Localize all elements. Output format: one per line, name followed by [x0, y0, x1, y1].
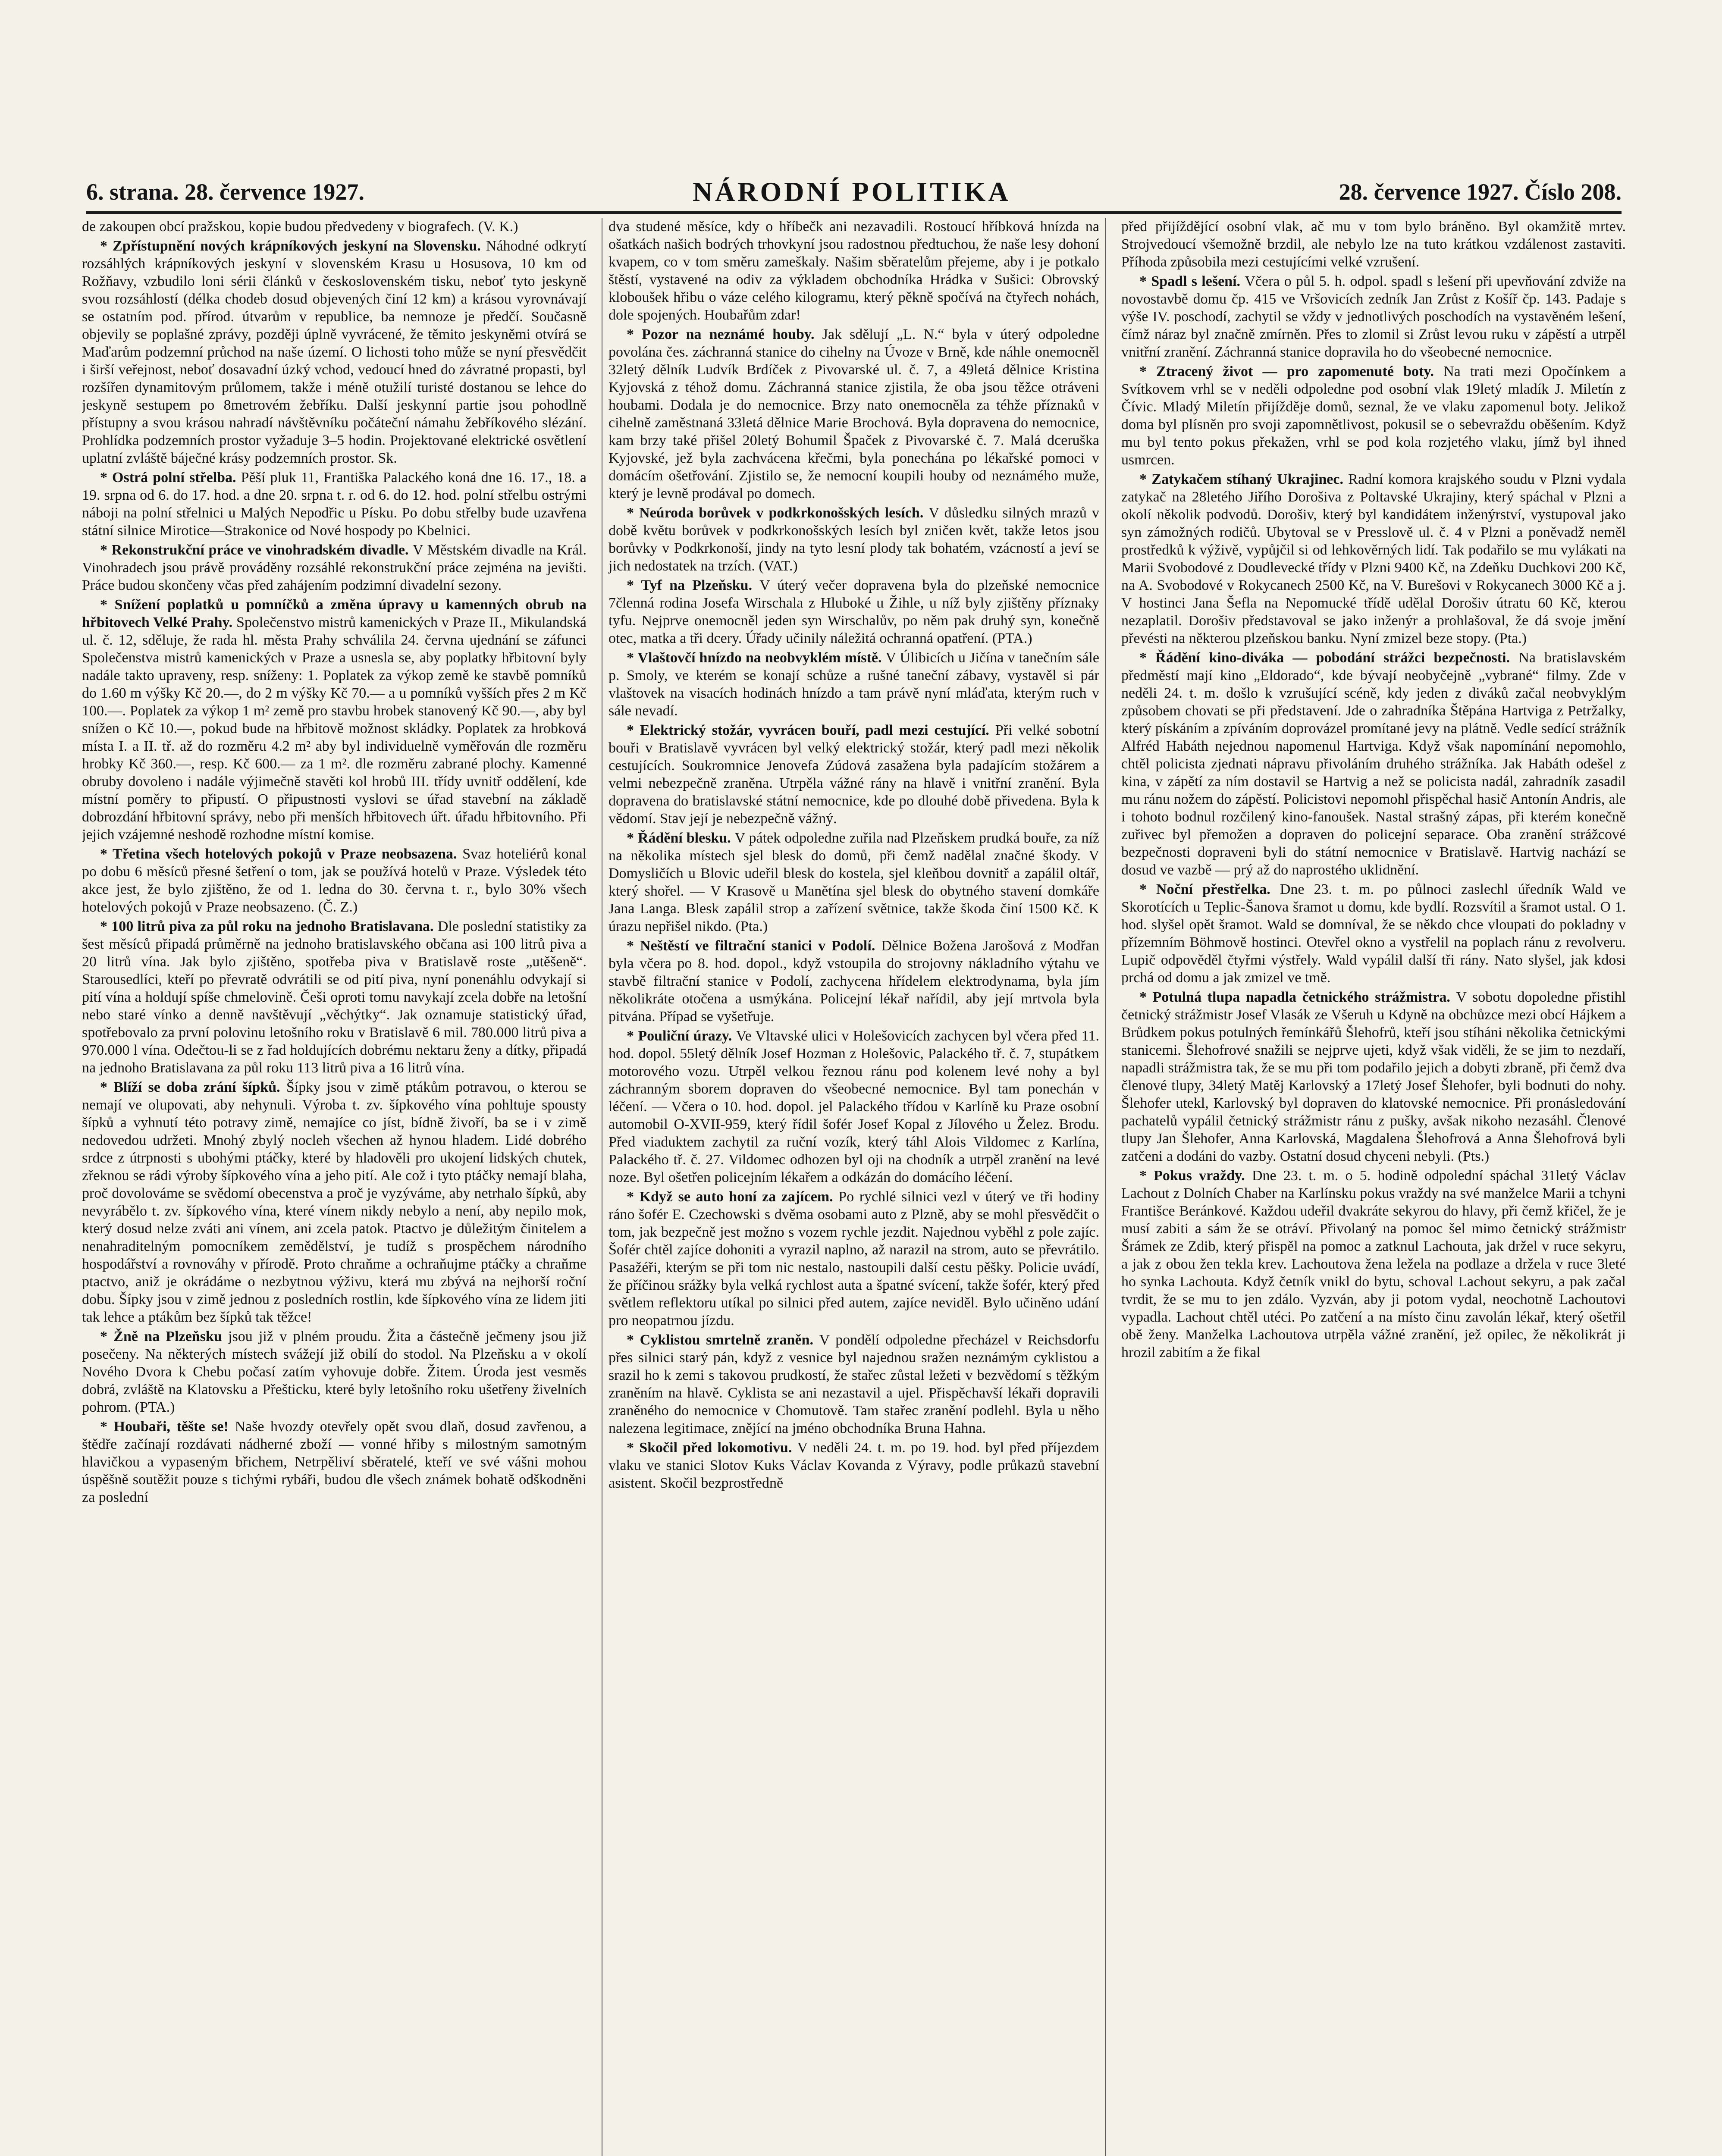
masthead — [86, 172, 1622, 214]
news-item — [82, 1418, 587, 1506]
news-item — [609, 218, 1099, 324]
news-headline: * Tyf na Plzeňsku. — [627, 577, 760, 593]
news-item — [1121, 649, 1626, 879]
news-headline: * Blíží se doba zrání šípků. — [100, 1079, 286, 1095]
news-item — [609, 326, 1099, 502]
news-headline: * Pozor na neznámé houby. — [627, 326, 822, 342]
news-item — [609, 937, 1099, 1025]
news-headline: * 100 litrů piva za půl roku na jednoho Bratislavana. — [100, 918, 438, 934]
news-body: Šípky jsou v zimě ptákům potravou, o kterou se nemají ve olupovati, aby nehynuli. Výroba t. zv. šípkového vína pohltuje spousty šípků a vyhnutí této potravy zimě, nemajíce co jíst, bídně živoří, ba se i v zimě nedovedou udržeti. Mnohý zbylý nocleh všechen až hynou hladem. Lidé dobrého srdce z útrpnosti s ubohými ptáčky, které by hladověli pro ukojení lidských chutek, zřeknou se rádi výroby šípkového vína a jeho pití. Ale což i tyto ptáčky nemají blaha, proč dovolováme se svědomí obecenstva a proč je vyzýváme, aby netrhalo šípků, aby nevyrábělo t. zv. šípkového vína, které vínem nikdy nebylo a není, aby nepilo mok, který dosud nelze zváti ani vínem, ani zcela patok. Ptactvo je důležitým činitelem a nenahraditelným pomocníkem zemědělství, je tudíž s prospěchem národního hospodářství a rovnováhy v přírodě. Proto chraňme a ochraňujme ptáčky a chraňme ptactvo, aniž je okrádáme o nezbytnou výživu, která mu zbývá na nejhorší roční dobu. Šípky jsou v zimě jednou z posledních rostlin, kde šípkového vína ze lidem jiti tak lehce a ptákům bez šípků tak těžce! — [82, 1079, 587, 1325]
news-headline: * Když se auto honí za zajícem. — [627, 1189, 839, 1205]
news-headline: * Skočil před lokomotivu. — [627, 1440, 797, 1456]
news-item — [82, 845, 587, 916]
news-headline: * Elektrický stožár, vyvrácen bouří, padl mezi cestující. — [627, 722, 995, 738]
news-body: V pátek odpoledne zuřila nad Plzeňskem prudká bouře, za níž na několika místech sjel blesk do domů, při čemž nadělal značné škody. V Domysličích u Blovic udeřil blesk do kostela, sjel kleňbou dovnitř a zapálil oltář, který shořel. — V Krasově u Manětína sjel blesk do obytného stavení domkáře Jana Langa. Blesk zapálil strop a zařízení světnice, takže škoda činí 1500 Kč. K úrazu nepřišel nikdo. (Pta.) — [609, 830, 1099, 934]
news-headline: * Spadl s lešení. — [1139, 273, 1245, 289]
news-headline: * Pokus vraždy. — [1139, 1168, 1252, 1184]
news-headline: * Zpřístupnění nových krápníkových jeskyní na Slovensku. — [100, 238, 486, 254]
article-columns — [82, 218, 1626, 2156]
news-item — [1121, 881, 1626, 987]
column-3 — [1121, 218, 1626, 2156]
column-2 — [602, 218, 1106, 2156]
news-item — [82, 237, 587, 467]
news-item — [609, 649, 1099, 720]
news-headline: * Vlaštovčí hnízdo na neobvyklém místě. — [627, 650, 886, 666]
news-headline: * Pouliční úrazy. — [627, 1028, 736, 1044]
news-body: Radní komora krajského soudu v Plzni vydala zatykač na 28letého Jiřího Dorošiva z Poltavské Ukrajiny, který spáchal v Plzni a okolí několik podvodů. Dorošiv, který byl kandidátem inženýrství, vystupoval jako syn zámožných rodičů. Ubytoval se v Presslově ul. č. 4 v Plzni a poněvadž neměl prostředků k výživě, vypůjčil si od lehkověrných lidí. Tak podařilo se mu vylákati na Marii Svobodové z Doudlevecké třídy v Plzni 9400 Kč, na Zdeňku Duchkovi 200 Kč, na A. Svobodové v Rokycanech 2500 Kč, na V. Burešovi v Rokycanech 3000 Kč a j. V hostinci Jana Šefla na Nepomucké třídě udělal Dorošiv útratu 60 Kč, kterou nezaplatil. Dorošiv představoval se jako inženýr a prohlašoval, že dá svoje jmění převésti na některou plzeňskou banku. Nyní zmizel beze stopy. (Pta.) — [1121, 471, 1626, 646]
news-body: dva studené měsíce, kdy o hříbečk ani nezavadili. Rostoucí hříbková hnízda na ošatkách našich bodrých trhovkyní jsou radostnou předtuchou, že naše lesy dohoní kvapem, co v tom směru zameškaly. Našim sběratelům přejeme, aby i je potkalo štěstí, vystavené na odiv za výkladem obchodníka Hrádka v Sušici: Obrovský kloboušek hřibu o váze celého kilogramu, který pěkně spočívá na čtyřech nohách, dole spojených. Houbařům zdar! — [609, 219, 1099, 323]
news-body: Dne 23. t. m. po půlnoci zaslechl úředník Wald ve Skorotících u Teplic-Šanova šramot u domu, kde bydlí. Rozsvítil a šramot ustal. O 1. hod. slyšel opět šramot. Wald se domníval, že se někdo chce vloupati do pokladny v přízemním Böhmově hostinci. Otevřel okno a vystřelil na poplach ránu z revolveru. Lupič odpověděl čtyřmi výstřely. Wald vypálil další tři rány. Nato slyšel, jak kdosi prchá od domu a jak zmizel ve tmě. — [1121, 881, 1626, 986]
news-headline: * Ztracený život — pro zapomenuté boty. — [1139, 364, 1444, 379]
news-item — [82, 1078, 587, 1326]
news-body: před přijíždějící osobní vlak, ač mu v tom bylo bráněno. Byl okamžitě mrtev. Strojvedoucí všemožně brzdil, ale nebylo lze na tuto krátkou vzdálenost zastaviti. Příhoda způsobila mezi cestujícími velké vzrušení. — [1121, 219, 1626, 270]
news-body: Na trati mezi Opočínkem a Svítkovem vrhl se v neděli odpoledne pod osobní vlak 19letý mladík J. Miletín z Čívic. Mladý Miletín přijížděje domů, seznal, že ve vlaku zapomenul boty. Jelikož doma byl plísněn pro svoji zapomnětlivost, pokusil se o sebevraždu oběšením. Když mu byl tento pokus překažen, vrhl se pod kola rozjetého vlaku, jímž byl ihned usmrcen. — [1121, 364, 1626, 468]
news-item — [609, 721, 1099, 827]
news-body: Svaz hoteliérů konal po dobu 6 měsíců přesné šetření o tom, jak se používá hotelů v Praze. Výsledek této akce jest, že bylo zjištěno, že od 1. ledna do 30. června t. r., bylo 30% všech hotelových pokojů v Praze neobsazeno. (Č. Z.) — [82, 846, 587, 915]
news-item — [82, 469, 587, 539]
news-body: Při velké sobotní bouři v Bratislavě vyvrácen byl velký elektrický stožár, který padl mezi několik cestujících. Soukromnice Jenovefa Zúdová zasažena byla padajícím stožárem a velmi nebezpečně zraněna. Utrpěla vážné rány na hlavě i vnitřní zranění. Byla dopravena do bratislavské státní nemocnice, kde po dlouhé době přivedena. Byla k vědomí. Stav její je nebezpečně vážný. — [609, 722, 1099, 827]
news-body: Včera o půl 5. h. odpol. spadl s lešení při upevňování zdviže na novostavbě domu čp. 415 ve Vršovicích zedník Jan Zrůst z Košíř čp. 143. Padaje s výše IV. poschodí, zachytil se vždy v jednotlivých poschodích na vystavěném lešení, čímž náraz byl značně zmírněn. Přes to zlomil si Zrůst levou ruku v zápěstí a utrpěl vnitřní zranění. Záchranná stanice dopravila ho do všeobecné nemocnice. — [1121, 273, 1626, 360]
newspaper-title: NÁRODNÍ POLITIKA — [692, 176, 1011, 207]
news-body: V neděli 24. t. m. po 19. hod. byl před příjezdem vlaku ve stanici Slotov Kuks Václav Kovanda z Výravy, podle průkazů stavební asistent. Skočil bezprostředně — [609, 1440, 1099, 1491]
news-item — [82, 541, 587, 594]
news-item — [82, 918, 587, 1077]
news-headline: * Potulná tlupa napadla četnického strážmistra. — [1139, 989, 1456, 1005]
news-headline: * Řádění kino-diváka — pobodání strážci bezpečnosti. — [1139, 650, 1519, 666]
news-body: V důsledku silných mrazů v době květu borůvek v podkrkonošských lesích byl zničen květ, takže letos jsou borůvky v Podkrkonoší, jindy na tyto lesní plody tak bohatém, vzácností a jeví se jich nedostatek na trzích. (VAT.) — [609, 505, 1100, 574]
news-body: Po rychlé silnici vezl v úterý ve tři hodiny ráno šofér E. Czechowski s dvěma osobami auto z Plzně, aby se mohl přesvědčit o tom, jak bezpečně jest možno s vozem rychle jezdit. Najednou vyběhl z pole zajíc. Šofér chtěl zajíce dohoniti a vyrazil naplno, až narazil na strom, auto se převrátilo. Pasažéři, kterým se při tom nic nestalo, nastoupili další cestu pěšky. Policie uvádí, že příčinou srážky byla velká rychlost auta a špatné svícení, takže šofér, který před světlem reflektoru utíkal po silnici před autem, zajíce neviděl. Bylo učiněno udání pro neopatrnou jízdu. — [609, 1189, 1099, 1329]
news-item — [609, 1188, 1099, 1329]
news-body: V sobotu dopoledne přistihl četnický strážmistr Josef Vlasák ze Všeruh u Kdyně na obchůzce mezi obcí Hájkem a Brůdkem pokus potulných řemínkářů Šlehofrů, kteří jsou stíháni několika četnickými stanicemi. Šlehofrové snažili se nejprve ujeti, když však viděli, že se jim to nezdaří, napadli strážmistra tak, že se mu při tom podařilo jejich a dobyti zbraně, při čemž dva členové tlupy, 34letý Matěj Karlovský a 17letý Josef Šlehofer, byli bodnuti do nohy. Šlehofer utekl, Karlovský byl dopraven do klatovské nemocnice. Při pronásledování pachatelů vypálil četnický strážmistr ránu z pušky, avšak nikoho nezasáhl. Členové tlupy Jan Šlehofer, Anna Karlovská, Magdalena Šlehofrová a Anna Šlehofrová byli zatčeni a dodáni do vazby. Ostatní dosud chyceni nebyli. (Pts.) — [1121, 989, 1626, 1164]
news-item — [1121, 470, 1626, 647]
page-date-right: 28. července 1927. Číslo 208. — [1339, 179, 1622, 205]
news-item — [1121, 1167, 1626, 1361]
news-body: V úterý večer dopravena byla do plzeňské nemocnice 7členná rodina Josefa Wirschala z Hluboké u Žihle, u níž byly zjištěny příznaky tyfu. Nejprve onemocněl jeden syn Wirschalův, po něm pak druhý syn, konečně otec, matka a tři dcery. Úřady učinily náležitá ochranná opatření. (PTA.) — [609, 577, 1099, 646]
news-headline: * Zatykačem stíhaný Ukrajinec. — [1139, 471, 1349, 487]
news-item — [82, 1328, 587, 1416]
news-body: Dělnice Božena Jarošová z Modřan byla včera po 8. hod. dopol., když vstoupila do strojovny nákladního výtahu ve stavbě filtrační stanice v Podolí, zachycena hřídelem elektrodynama, byla jím několikráte otočena a usmýkána. Policejní lékař nařídil, aby její mrtvola byla pitvána. Případ se vyšetřuje. — [609, 938, 1099, 1025]
news-body: Jak sdělují „L. N.“ byla v úterý odpoledne povolána čes. záchranná stanice do cihelny na Úvoze v Brně, kde náhle onemocněl 32letý dělník Ludvík Brdíček z Pivovarské ul. č. 7, a 49letá dělnice Kristina Kyjovská z téhož domu. Záchranná stanice zjistila, že oba jsou těžce otráveni houbami. Dodala je do nemocnice. Brzy nato onemocněla za téhže příznaků v cihelně zaměstnaná 33letá dělnice Marie Brochová. Byla dopravena do nemocnice, kam brzy také přišel 20letý Bohumil Špaček z Pivovarské č. 7. Malá dceruška Kyjovské, jež byla zachvácena křečmi, byla ponechána po lékařské pomoci v domácím ošetřování. Zjistilo se, že nemocní koupili houby od neznámého muže, který je levně prodával po domech. — [609, 326, 1099, 501]
news-headline: * Řádění blesku. — [627, 830, 735, 846]
news-item — [1121, 218, 1626, 271]
news-headline: * Noční přestřelka. — [1139, 881, 1280, 897]
news-body: Na bratislavském předměstí mají kino „Eldorado“, kde bývají neobyčejně „vybrané“ filmy. Zde v neděli 24. t. m. došlo k vzrušující scéně, kdy jeden z diváků začal neobvyklým způsobem chovati se při představení. Jde o zahradníka Štěpána Hartviga z Petržalky, který pískáním a zpíváním doprovázel promítané jevy na plátně. Vedle sedící strážník Alfréd Habáth nejednou napomenul Hartviga. Když však napomínání nepomohlo, chtěl policista zjednati nápravu přivoláním druhého strážníka. Jak Habáth odešel z kina, v zápětí za ním dostavil se Hartvig a než se policista nadál, zahradník zasadil mu ránu nožem do zápěstí. Policistovi nepomohl přispěchal hasič Antonín Andris, ale i tohoto bodnul rozčilený kino-fanoušek. Nastal strašný zápas, při kterém konečně zuřivec byl přemožen a dopraven do policejní separace. Oba zranění strážcové bezpečnosti dopraveni byli do státní nemocnice v Bratislavě. Hartvig nachází se dosud ve vazbě — prý až do naprostého uklidnění. — [1121, 650, 1626, 878]
news-headline: * Třetina všech hotelových pokojů v Praze neobsazena. — [100, 846, 463, 862]
news-body: Ve Vltavské ulici v Holešovicích zachycen byl včera před 11. hod. dopol. 55letý dělník Josef Hozman z Holešovic, Palackého tř. č. 7, stupátkem motorového vozu. Utrpěl velkou řeznou ránu pod kolenem levé nohy a byl záchranným sborem dopraven do všeobecné nemocnice. Byl tam ponechán v léčení. — Včera o 10. hod. dopol. jel Palackého třídou v Karlíně ku Praze osobní automobil O-XVII-959, který řídil šofér Josef Kopal z Jílového u Želez. Brodu. Před viaduktem zachytil za ruční vozík, který táhl Alois Vildomec z Karlína, Palackého tř. č. 27. Vildomec odhozen byl oji na chodník a utrpěl zranění na levé noze. Byl ošetřen policejním lékařem a odkázán do domácího léčení. — [609, 1028, 1100, 1185]
news-body: de zakoupen obcí pražskou, kopie budou předvedeny v biografech. (V. K.) — [82, 219, 518, 235]
news-item — [609, 504, 1099, 575]
news-item — [82, 596, 587, 843]
news-body: V Městském divadle na Král. Vinohradech jsou právě prováděny rozsáhlé rekonstrukční práce zejména na jevišti. Práce budou skončeny včas před zahájením podzimní divadelní sezony. — [82, 542, 587, 593]
news-headline: * Ostrá polní střelba. — [100, 470, 241, 486]
news-item — [609, 1439, 1099, 1492]
news-body: V pondělí odpoledne přecházel v Reichsdorfu přes silnici starý pán, když z vesnice byl najednou sražen neznámým cyklistou a srazil ho k zemi s takovou prudkostí, že stařec zůstal ležeti v bezvědomí s těžkým zraněním na hlavě. Cyklista se ani nezastavil a ujel. Přispěchavší lékaři dopravili zraněného do nemocnice v Chomutově. Tam stařec zranění podlehl. Byla u něho nalezena legitimace, znějící na jméno obchodníka Bruna Hahna. — [609, 1332, 1099, 1436]
news-item — [82, 218, 587, 235]
news-body: Dle poslední statistiky za šest měsíců připadá průměrně na jednoho bratislavského občana asi 100 litrů piva a 20 litrů vína. Jak bylo zjištěno, spotřeba piva v Bratislavě roste „utěšeně“. Starousedlíci, kteří po převratě odvrátili se od pití piva, nyní ponenáhlu odvykají si pití vína a holdují spíše chmelovině. Češi oproti tomu navykají zcela dobře na letošní nebo staré vínko a denně navštěvují „věchýtky“. Jak oznamuje statistický úřad, spotřebovalo za první polovinu letošního roku v Bratislavě 6 mil. 780.000 litrů piva a 970.000 l vína. Odečtou-li se z řad holdujících dobrému nektaru ženy a dítky, připadá na jednoho Bratislavana za půl roku 113 litrů piva a 16 litrů vína. — [82, 918, 587, 1076]
page-date-left: 6. strana. 28. července 1927. — [86, 179, 364, 205]
news-item — [609, 577, 1099, 647]
news-body: Naše hvozdy otevřely opět svou dlaň, dosud zavřenou, a štědře začínají rozdávati nádherné zboží — vonné hřiby s milostným samotným hlavičkou a vypaseným břichem, Netrpěliví sběratelé, kteří ve své vášni mohou úspěšně soutěžit pouze s tichými rybáři, budou dle všech známek bohatě odškodněni za poslední — [82, 1419, 587, 1505]
news-headline: * Žně na Plzeňsku — [100, 1329, 229, 1344]
news-body: V Úlibicích u Jičína v tanečním sále p. Smoly, ve kterém se konají schůze a rušné taneční zábavy, vystavěl si pár vlaštovek na visacích hodinách hnízdo a tam právě nyní mláďata, kterým ruch v sále nevadí. — [609, 650, 1099, 719]
news-body: Náhodné odkrytí rozsáhlých krápníkových jeskyní v slovenském Krasu u Hosusova, 10 km od Rožňavy, vzbudilo loni sérii článků v československém tisku, neboť tyto jeskyně svou rozsáhlostí (délka chodeb dosud objevených činí 12 km) a krásou vyrovnávají se ostatním pod. přírod. útvarům v republice, ba nemnoze je předčí. Současně objevily se poplašné zprávy, později úplně vyvrácené, že těmito jeskyněmi otvírá se Maďarům podzemní průchod na naše území. O lichosti toho může se nyní přesvědčit i širší veřejnost, neboť dosavadní úzký vchod, vedoucí hned do závratné propasti, byl rozšířen dynamitovým průlomem, takže i méně otužilí turisté dostanou se lehce do jeskyně sestupem po 8metrovém žebříku. Další jeskynní partie jsou pohodlně přístupny a svou krásou nahradí návštěvníku počáteční námahu žebříkového slézání. Prohlídka podzemních prostor vyžaduje 3–5 hodin. Projektované elektrické osvětlení uplatní zvláště báječné krásy podzemních prostor. Sk. — [82, 238, 587, 466]
news-item — [1121, 273, 1626, 361]
news-body: Dne 23. t. m. o 5. hodině odpolední spáchal 31letý Václav Lachout z Dolních Chaber na Karlínsku pokus vraždy na své manželce Marii a tchyni Františce Beránkové. Každou udeřil dvakráte sekyrou do hlavy, při čemž křičel, že je musí zabiti a sám že se otráví. Přivolaný na pomoc šel mimo četnický strážmistr Šrámek ze Zdib, který přispěl na pomoc a zatknul Lachouta, jak držel v ruce sekyru, a jak z obou žen tekla krev. Lachoutova žena ležela na podlaze a držela v ruce 3leté ho synka Lachouta. Když četník vnikl do bytu, schoval Lachout sekyru, a pak začal tvrdit, že se mu to jen zdálo. Vyzván, aby ji potom vydal, neochotně Lachoutovi vypadla. Lachout chtěl utéci. Po zatčení a na místo činu zavolán lékař, který ošetřil obě ženy. Manželka Lachoutova utrpěla vážné zranění, jež opilec, že několikrát ji hrozil zabitím a že fikal — [1121, 1168, 1626, 1360]
news-item — [1121, 988, 1626, 1165]
news-headline: * Snížení poplatků u pomníčků a změna úpravy u kamenných obrub na hřbitovech Velké Prahy. — [82, 597, 587, 630]
column-1 — [82, 218, 587, 2156]
news-headline: * Houbaři, těšte se! — [100, 1419, 235, 1435]
news-item — [609, 1027, 1099, 1186]
news-item — [1121, 363, 1626, 469]
news-item — [609, 829, 1099, 935]
news-body: jsou již v plném proudu. Žita a částečně ječmeny jsou již posečeny. Na některých místech svážejí již obilí do stodol. Na Plzeňsku a v okolí Nového Dvora k Chebu počasí zatím vyhovuje dobře. Žitem. Úroda jest vesměs dobrá, zvláště na Klatovsku a Přešticku, které byly letošního roku ušetřeny živelních pohrom. (PTA.) — [82, 1329, 587, 1415]
news-item — [609, 1331, 1099, 1437]
news-headline: * Neúroda borůvek v podkrkonošských lesích. — [627, 505, 929, 521]
news-body: Pěší pluk 11, Františka Palackého koná dne 16. 17., 18. a 19. srpna od 6. do 17. hod. a dne 20. srpna t. r. od 6. do 12. hod. polní střelbu ostrými náboji na polní střelnici u Malých Nepodřic u Písku. Po dobu střelby bude uzavřena státní silnice Mirotice—Strakonice od Nové hospody po Kbelnici. — [82, 470, 587, 539]
news-headline: * Rekonstrukční práce ve vinohradském divadle. — [100, 542, 413, 558]
news-body: Společenstvo mistrů kamenických v Praze II., Mikulandská ul. č. 12, sděluje, že rada hl. města Prahy schválila 24. června ujednání se záfunci Společenstva mistrů kamenických v Praze a usnesla se, aby poplatky hřbitovní byly nadále takto upraveny, resp. sníženy: 1. Poplatek za výkop země ke stavbě pomníků do 1.60 m výšky Kč 20.—, do 2 m výšky Kč 70.— a u pomníků vyšších přes 2 m Kč 100.—. Poplatek za výkop 1 m² země pro stavbu hrobek stanovený Kč 90.—, aby byl snížen o Kč 10.—, pokud bude na hřbitově možnost skládky. Poplatek za hrobková místa I. a II. tř. až do rozměru 4.2 m² aby byl individuelně vyměřován dle rozměru hrobky Kč 360.—, resp. Kč 600.— za 1 m². dle rozměru zabrané plochy. Kamenné obruby dovoleno i nadále výjimečně stavěti kol hrobů III. třídy uvnitř oddělení, kde místní poměry to připustí. O připustnosti vyslovi se úřad stavební na základě dobrozdání hřbitovní správy, nebo při menších hřbitovech úřt. úřadu hřbitovního. Při jejich vzájemné neshodě rozhodne místní komise. — [82, 614, 587, 843]
news-headline: * Neštěstí ve filtrační stanici v Podolí. — [627, 938, 881, 954]
news-headline: * Cyklistou smrtelně zraněn. — [627, 1332, 819, 1348]
